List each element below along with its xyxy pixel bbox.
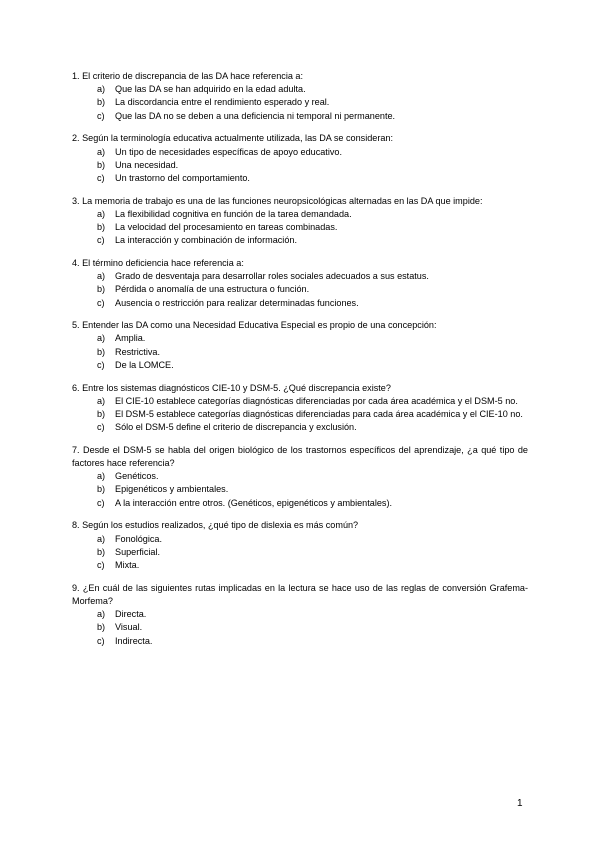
option-c [72,359,528,372]
option-text: La velocidad del procesamiento en tareas combinadas. [115,222,338,233]
option-letter-wrap [72,559,109,572]
option-text: Directa. [115,609,147,620]
option-b [72,283,528,296]
option-letter-wrap [72,96,109,109]
option-text: Un trastorno del comportamiento. [115,172,250,183]
question-text: 8. Según los estudios realizados, ¿qué tipo de dislexia es más común? [72,520,359,531]
question-8 [72,519,528,572]
option-letter-wrap [72,208,109,221]
option-b [72,96,528,109]
option-letter: a) [97,208,106,219]
question-7 [72,444,528,510]
options-list [72,83,528,123]
option-letter-wrap [72,359,109,372]
option-letter: a) [97,271,106,282]
option-text: Genéticos. [115,471,159,482]
option-text: Restrictiva. [115,346,160,357]
question-text: 3. La memoria de trabajo es una de las funciones neuropsicológicas alternadas en las DA que impide: [72,195,483,206]
options-list [72,608,528,648]
option-letter-wrap [72,146,109,159]
option-letter-wrap [72,470,109,483]
option-a [72,533,528,546]
option-a [72,83,528,96]
option-letter: a) [97,395,106,406]
option-letter-wrap [72,234,109,247]
option-b [72,408,528,421]
option-c [72,297,528,310]
option-letter-wrap [72,83,109,96]
option-letter: b) [97,222,106,233]
option-letter: c) [97,560,105,570]
options-list [72,270,528,310]
options-list [72,533,528,573]
option-b [72,346,528,359]
option-letter: b) [97,97,106,108]
options-list [72,146,528,186]
option-letter-wrap [72,332,109,345]
option-a [72,470,528,483]
options-list [72,332,528,372]
option-text: A la interacción entre otros. (Genéticos, epigenéticos y ambientales). [115,497,392,508]
options-list [72,208,528,248]
option-text: Pérdida o anomalía de una estructura o función. [115,284,310,295]
option-text: Epigenéticos y ambientales. [115,484,229,495]
option-text: Indirecta. [115,635,153,646]
option-letter-wrap [72,608,109,621]
question-text: 1. El criterio de discrepancia de las DA hace referencia a: [72,71,304,81]
option-c [72,497,528,510]
option-letter: b) [97,546,106,557]
option-letter-wrap [72,110,109,123]
option-letter-wrap [72,483,109,496]
option-letter: b) [97,622,106,633]
option-letter-wrap [72,635,109,648]
option-letter: a) [97,146,106,157]
question-5 [72,319,528,372]
option-text: La discordancia entre el rendimiento esperado y real. [115,97,330,108]
option-text: La flexibilidad cognitiva en función de la tarea demandada. [115,208,352,219]
question-text: 2. Según la terminología educativa actualmente utilizada, las DA se consideran: [72,133,393,144]
options-list [72,395,528,435]
option-a [72,146,528,159]
options-list [72,470,528,510]
option-letter: a) [97,533,106,544]
question-list [72,70,528,657]
option-text: Visual. [115,622,143,633]
option-text: El DSM-5 establece categorías diagnósticas diferenciadas para cada área académica y el CIE-10 no. [115,408,523,419]
option-letter: c) [97,422,105,433]
page-number: 1 [517,798,523,809]
option-letter-wrap [72,159,109,172]
option-letter: a) [97,471,106,482]
question-text: 9. ¿En cuál de las siguientes rutas implicadas en la lectura se hace uso de las reglas de conversión Grafema-Morfema? [72,582,528,606]
question-6 [72,382,528,435]
option-text: Ausencia o restricción para realizar determinadas funciones. [115,297,359,308]
option-text: Amplia. [115,333,146,344]
option-text: Superficial. [115,546,160,557]
option-letter-wrap [72,346,109,359]
option-letter: b) [97,159,106,170]
option-letter: c) [97,297,105,308]
option-a [72,608,528,621]
option-letter: c) [97,110,105,121]
option-letter-wrap [72,283,109,296]
option-letter: a) [97,84,106,95]
question-3 [72,195,528,248]
option-text: Grado de desventaja para desarrollar roles sociales adecuados a sus estatus. [115,271,429,282]
option-c [72,559,528,572]
option-text: Una necesidad. [115,159,179,170]
question-text: 6. Entre los sistemas diagnósticos CIE-10 y DSM-5. ¿Qué discrepancia existe? [72,382,391,393]
option-a [72,395,528,408]
question-text: 5. Entender las DA como una Necesidad Educativa Especial es propio de una concepción: [72,320,437,331]
option-letter-wrap [72,497,109,510]
option-c [72,635,528,648]
option-text: De la LOMCE. [115,359,174,370]
option-letter: b) [97,346,106,357]
option-letter-wrap [72,408,109,421]
option-letter: a) [97,333,106,344]
option-letter: b) [97,408,106,419]
option-text: Mixta. [115,560,140,570]
option-b [72,546,528,559]
option-a [72,332,528,345]
question-text: 7. Desde el DSM-5 se habla del origen biológico de los trastornos específicos del aprendizaje, ¿a qué tipo de factores hace referencia? [72,444,528,469]
option-text: Sólo el DSM-5 define el criterio de discrepancia y exclusión. [115,422,357,433]
option-a [72,270,528,283]
option-letter: c) [97,635,105,646]
option-b [72,621,528,634]
question-4 [72,257,528,310]
option-letter: c) [97,497,105,508]
option-letter: b) [97,484,106,495]
option-c [72,421,528,434]
option-c [72,172,528,185]
question-2 [72,132,528,185]
question-9 [72,582,528,648]
option-letter-wrap [72,421,109,434]
option-b [72,221,528,234]
option-text: Que las DA se han adquirido en la edad adulta. [115,84,306,95]
option-letter-wrap [72,270,109,283]
option-c [72,110,528,123]
option-letter-wrap [72,533,109,546]
option-letter-wrap [72,621,109,634]
option-a [72,208,528,221]
option-text: La interacción y combinación de información. [115,235,297,246]
option-letter: c) [97,359,105,370]
option-letter: c) [97,235,105,246]
option-text: El CIE-10 establece categorías diagnósticas diferenciadas por cada área académica y el DSM-5 no. [115,395,518,406]
question-1 [72,70,528,123]
option-b [72,159,528,172]
option-b [72,483,528,496]
option-letter-wrap [72,546,109,559]
option-c [72,234,528,247]
option-letter: a) [97,609,106,620]
option-text: Un tipo de necesidades específicas de apoyo educativo. [115,146,342,157]
option-letter: b) [97,284,106,295]
option-letter: c) [97,172,105,183]
option-letter-wrap [72,395,109,408]
option-text: Fonológica. [115,533,163,544]
option-letter-wrap [72,172,109,185]
option-letter-wrap [72,221,109,234]
option-text: Que las DA no se deben a una deficiencia ni temporal ni permanente. [115,110,396,121]
question-text: 4. El término deficiencia hace referencia a: [72,257,244,268]
option-letter-wrap [72,297,109,310]
